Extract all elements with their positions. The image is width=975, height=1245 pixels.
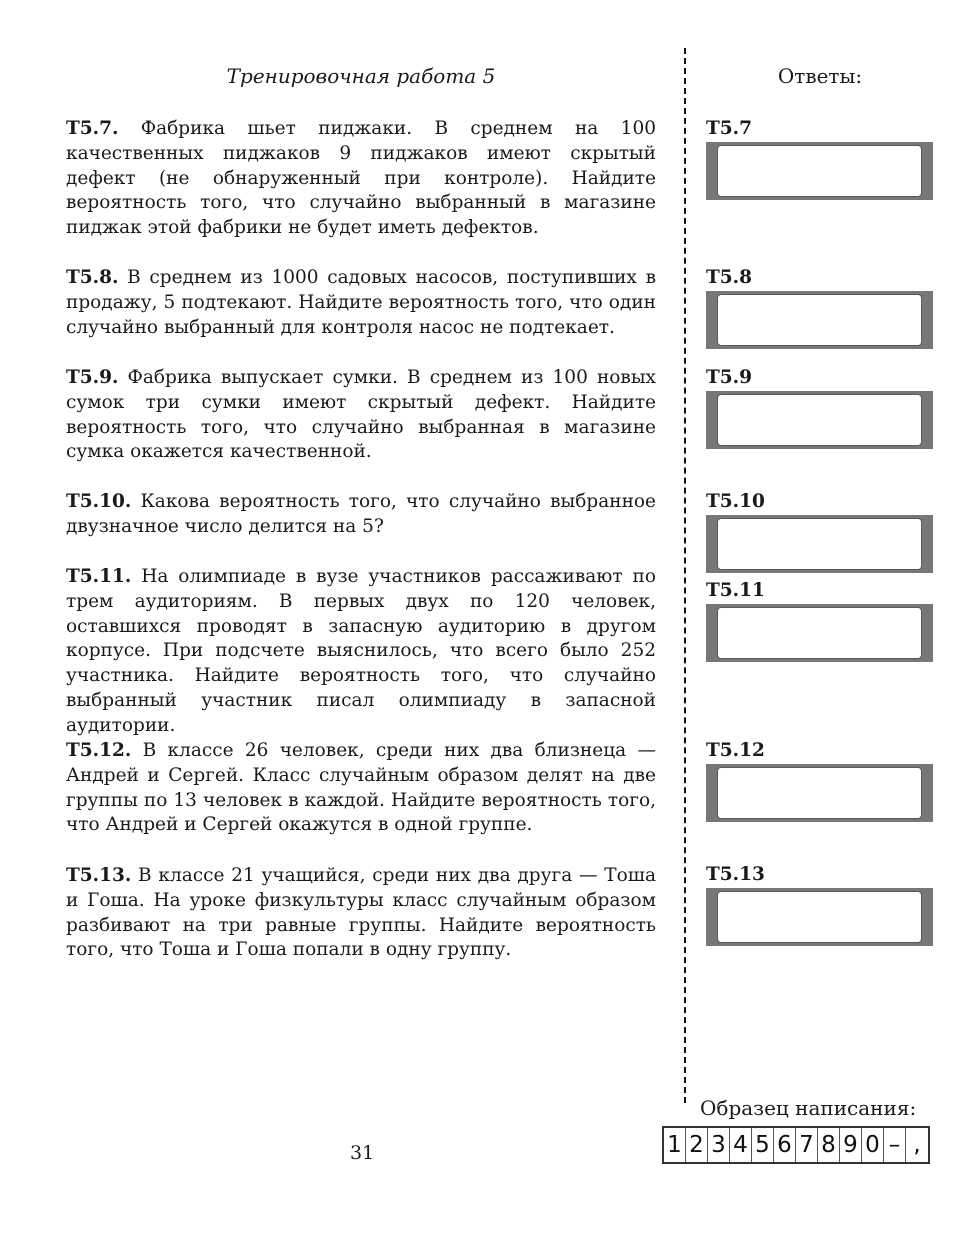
task-text: На олимпиаде в вузе участников рассаживают по трем аудиториям. В первых двух по 120 человек, оставшихся проводят в запасную аудиторию в другом корпусе. При подсчете выяснилось, что всего было 252 участника. Найдите вероятность того, что случайно выбранный участник писал олимпиаду в запасной аудитории. [66,566,656,736]
page-number: 31 [350,1142,375,1164]
sample-writing-label: Образец написания: [700,1096,917,1120]
sample-glyph: 5 [752,1128,774,1162]
task-t5-11 [66,565,656,739]
task-number: Т5.13. [66,865,132,886]
answer-field[interactable] [717,518,922,570]
answer-box-t5-11[interactable] [706,604,933,662]
task-text: В классе 21 учащийся, среди них два друга — Тоша и Гоша. На уроке физкультуры класс случайным образом разбивают на три равные группы. Найдите вероятность того, что Тоша и Гоша попали в одну группу. [66,865,656,961]
answers-title: Ответы: [777,64,863,88]
task-t5-12 [66,739,656,838]
task-number: Т5.9. [66,367,119,388]
answer-box-t5-9[interactable] [706,391,933,449]
sample-glyph: 3 [708,1128,730,1162]
answer-box-t5-12[interactable] [706,764,933,822]
sample-glyph: 6 [774,1128,796,1162]
answer-box-t5-13[interactable] [706,888,933,946]
dashed-divider [684,48,686,1103]
task-number: Т5.8. [66,267,119,288]
task-t5-10 [66,490,656,540]
answer-box-t5-7[interactable] [706,142,933,200]
task-t5-7 [66,117,656,241]
task-text: В среднем из 1000 садовых насосов, поступивших в продажу, 5 подтекают. Найдите вероятность того, что один случайно выбранный для контроля насос не подтекает. [66,267,656,338]
answer-field[interactable] [717,607,922,659]
answer-label-t5-8: Т5.8 [706,267,752,288]
sample-writing-strip [662,1126,930,1164]
task-number: Т5.11. [66,566,132,587]
task-text: Фабрика шьет пиджаки. В среднем на 100 качественных пиджаков 9 пиджаков имеют скрытый дефект (не обнаруженный при контроле). Найдите вероятность того, что случайно выбранный в магазине пиджак этой фабрики не будет иметь дефектов. [66,118,656,239]
answer-field[interactable] [717,891,922,943]
sample-glyph: , [913,1132,921,1158]
task-t5-8 [66,266,656,340]
answer-label-t5-11: Т5.11 [706,580,765,601]
sample-glyph: 8 [818,1128,840,1162]
sample-glyph: 2 [686,1128,708,1162]
answer-label-t5-9: Т5.9 [706,367,752,388]
answer-box-t5-8[interactable] [706,291,933,349]
answer-field[interactable] [717,145,922,197]
task-number: Т5.7. [66,118,119,139]
answer-field[interactable] [717,294,922,346]
answer-label-t5-10: Т5.10 [706,491,765,512]
sample-glyph: 4 [730,1128,752,1162]
sample-glyph: 0 [862,1128,884,1162]
task-number: Т5.10. [66,491,132,512]
answer-label-t5-13: Т5.13 [706,864,765,885]
sample-glyph: 9 [840,1128,862,1162]
page-header: Тренировочная работа 5 [226,64,496,88]
task-number: Т5.12. [66,740,132,761]
task-t5-9 [66,366,656,465]
sample-glyph: 7 [796,1128,818,1162]
answer-field[interactable] [717,767,922,819]
task-t5-13 [66,864,656,963]
task-text: В классе 26 человек, среди них два близнеца — Андрей и Сергей. Класс случайным образом делят на две группы по 13 человек в каждой. Найдите вероятность того, что Андрей и Сергей окажутся в одной группе. [66,740,656,836]
answer-box-t5-10[interactable] [706,515,933,573]
answer-label-t5-12: Т5.12 [706,740,765,761]
task-text: Фабрика выпускает сумки. В среднем из 100 новых сумок три сумки имеют скрытый дефект. Найдите вероятность того, что случайно выбранная в магазине сумка окажется качественной. [66,367,656,463]
task-text: Какова вероятность того, что случайно выбранное двузначное число делится на 5? [66,491,656,537]
sample-glyph: – [884,1128,906,1162]
sample-glyph: 1 [664,1128,686,1162]
answer-field[interactable] [717,394,922,446]
answer-label-t5-7: Т5.7 [706,118,752,139]
